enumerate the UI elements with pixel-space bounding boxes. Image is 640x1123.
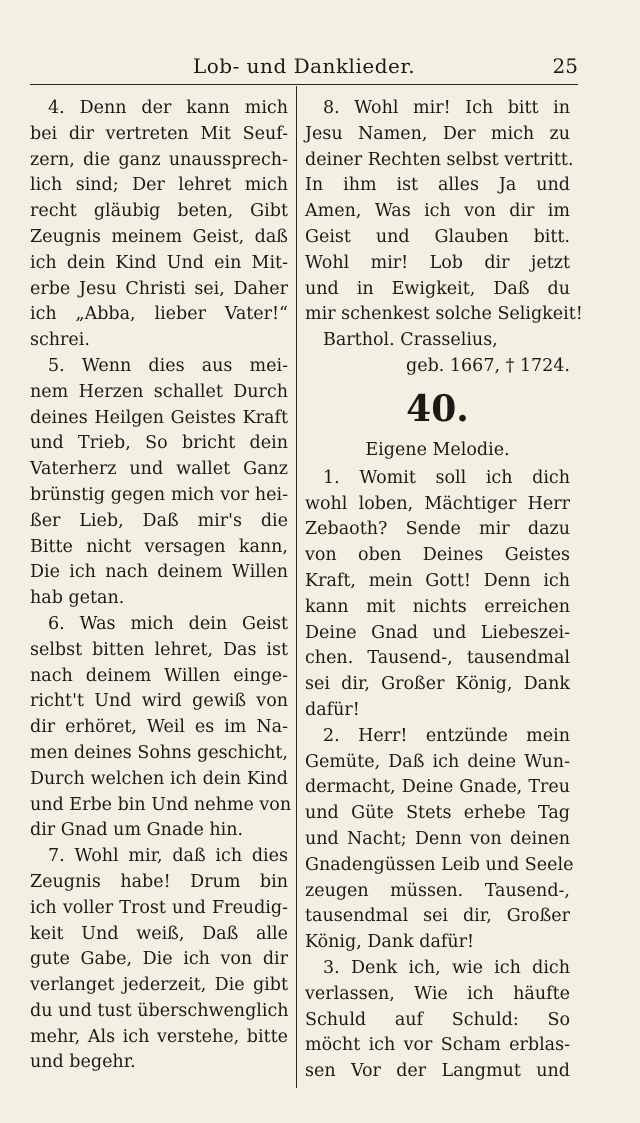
text-line: chen. Tausend-, tausendmal bbox=[305, 648, 570, 669]
text-line: recht gläubig beten, Gibt bbox=[30, 201, 288, 222]
text-line: Zebaoth? Sende mir dazu bbox=[305, 519, 570, 540]
text-line: wohl loben, Mächtiger Herr bbox=[305, 493, 570, 514]
text-line: 4. Denn der kann mich bbox=[48, 98, 288, 118]
text-line: mehr, Als ich verstehe, bitte bbox=[30, 1026, 288, 1047]
author-dates: geb. 1667, † 1724. bbox=[406, 355, 570, 376]
text-line: hab getan. bbox=[30, 588, 125, 609]
text-line: ich „Abba, lieber Vater!“ bbox=[30, 304, 288, 325]
text-line: Wohl mir! Lob dir jetzt bbox=[305, 252, 570, 273]
text-line: ßer Lieb, Daß mir's die bbox=[30, 510, 288, 531]
text-line: mir schenkest solche Seligkeit! bbox=[305, 304, 583, 325]
text-line: sei dir, Großer König, Dank bbox=[305, 674, 570, 695]
text-line: möcht ich vor Scham erblas- bbox=[305, 1035, 570, 1056]
text-line: ich dein Kind Und ein Mit- bbox=[30, 252, 288, 273]
right-column bbox=[305, 96, 583, 1085]
text-line: und Güte Stets erhebe Tag bbox=[305, 803, 570, 824]
text-line: Gnadengüssen Leib und Seele bbox=[305, 854, 574, 875]
running-header bbox=[30, 52, 578, 85]
text-line: keit Und weiß, Daß alle bbox=[30, 923, 288, 944]
text-line: deiner Rechten selbst vertritt. bbox=[305, 149, 574, 170]
text-line: verlassen, Wie ich häufte bbox=[305, 983, 570, 1004]
text-line: und begehr. bbox=[30, 1052, 136, 1073]
text-line: von oben Deines Geistes bbox=[305, 545, 570, 566]
text-line: 5. Wenn dies aus mei- bbox=[48, 355, 288, 376]
text-line: zeugen müssen. Tausend-, bbox=[305, 880, 570, 901]
text-line: nach deinem Willen einge- bbox=[30, 665, 288, 686]
text-line: lich sind; Der lehret mich bbox=[30, 175, 288, 196]
text-line: Durch welchen ich dein Kind bbox=[30, 768, 288, 789]
text-line: sen Vor der Langmut und bbox=[305, 1061, 570, 1082]
text-line: Die ich nach deinem Willen bbox=[30, 562, 288, 583]
text-line: und Nacht; Denn von deinen bbox=[305, 828, 570, 849]
text-line: tausendmal sei dir, Großer bbox=[305, 906, 570, 927]
text-line: Geist und Glauben bitt. bbox=[305, 226, 570, 247]
page-number: 25 bbox=[552, 54, 578, 78]
text-line: dermacht, Deine Gnade, Treu bbox=[305, 777, 570, 798]
text-line: erbe Jesu Christi sei, Daher bbox=[30, 278, 288, 299]
text-line: 6. Was mich dein Geist bbox=[48, 613, 288, 634]
text-line: Gemüte, Daß ich deine Wun- bbox=[305, 751, 570, 772]
text-line: Amen, Was ich von dir im bbox=[305, 201, 570, 222]
header-title: Lob- und Danklieder. bbox=[192, 54, 416, 78]
text-line: Vaterherz und wallet Ganz bbox=[30, 459, 288, 480]
text-line: Jesu Namen, Der mich zu bbox=[305, 123, 570, 144]
text-line: und Trieb, So bricht dein bbox=[30, 433, 288, 454]
text-line: verlanget jederzeit, Die gibt bbox=[30, 975, 288, 996]
text-line: dafür! bbox=[305, 699, 360, 720]
text-line: 2. Herr! entzünde mein bbox=[323, 725, 570, 746]
text-line: deines Heilgen Geistes Kraft bbox=[30, 407, 288, 428]
text-line: du und tust überschwenglich bbox=[30, 1000, 289, 1021]
text-line: ich voller Trost und Freudig- bbox=[30, 897, 288, 918]
text-line: dir erhöret, Weil es im Na- bbox=[30, 717, 288, 738]
text-line: bei dir vertreten Mit Seuf- bbox=[30, 123, 288, 144]
text-line: schrei. bbox=[30, 330, 90, 351]
text-line: und in Ewigkeit, Daß du bbox=[305, 278, 570, 299]
text-line: und Erbe bin Und nehme von bbox=[30, 794, 292, 815]
text-line: 1. Womit soll ich dich bbox=[323, 467, 570, 488]
text-line: 3. Denk ich, wie ich dich bbox=[323, 957, 570, 978]
left-column bbox=[30, 96, 292, 1076]
text-line: 8. Wohl mir! Ich bitt in bbox=[323, 98, 570, 118]
text-line: Bitte nicht versagen kann, bbox=[30, 536, 288, 557]
text-line: richt't Und wird gewiß von bbox=[30, 691, 288, 712]
text-line: brünstig gegen mich vor hei- bbox=[30, 484, 288, 505]
text-line: gute Gabe, Die ich von dir bbox=[30, 949, 288, 970]
text-line: Zeugnis habe! Drum bin bbox=[30, 871, 288, 892]
text-line: men deines Sohns geschicht, bbox=[30, 742, 288, 763]
author-name: Barthol. Crasselius, bbox=[323, 330, 498, 351]
text-line: Deine Gnad und Liebeszei- bbox=[305, 622, 570, 643]
text-line: Schuld auf Schuld: So bbox=[305, 1009, 570, 1030]
text-line: kann mit nichts erreichen bbox=[305, 596, 570, 617]
column-divider bbox=[296, 86, 297, 1088]
text-line: König, Dank dafür! bbox=[305, 932, 475, 953]
text-line: Zeugnis meinem Geist, daß bbox=[30, 226, 288, 247]
text-line: selbst bitten lehret, Das ist bbox=[30, 639, 288, 660]
text-line: Kraft, mein Gott! Denn ich bbox=[305, 570, 570, 591]
text-line: In ihm ist alles Ja und bbox=[305, 175, 570, 196]
melody-note: Eigene Melodie. bbox=[365, 439, 510, 460]
text-line: dir Gnad um Gnade hin. bbox=[30, 820, 244, 841]
text-line: nem Herzen schallet Durch bbox=[30, 381, 288, 402]
text-line: zern, die ganz unaussprech- bbox=[30, 149, 288, 170]
hymn-number: 40. bbox=[406, 387, 469, 430]
text-line: 7. Wohl mir, daß ich dies bbox=[48, 846, 288, 867]
